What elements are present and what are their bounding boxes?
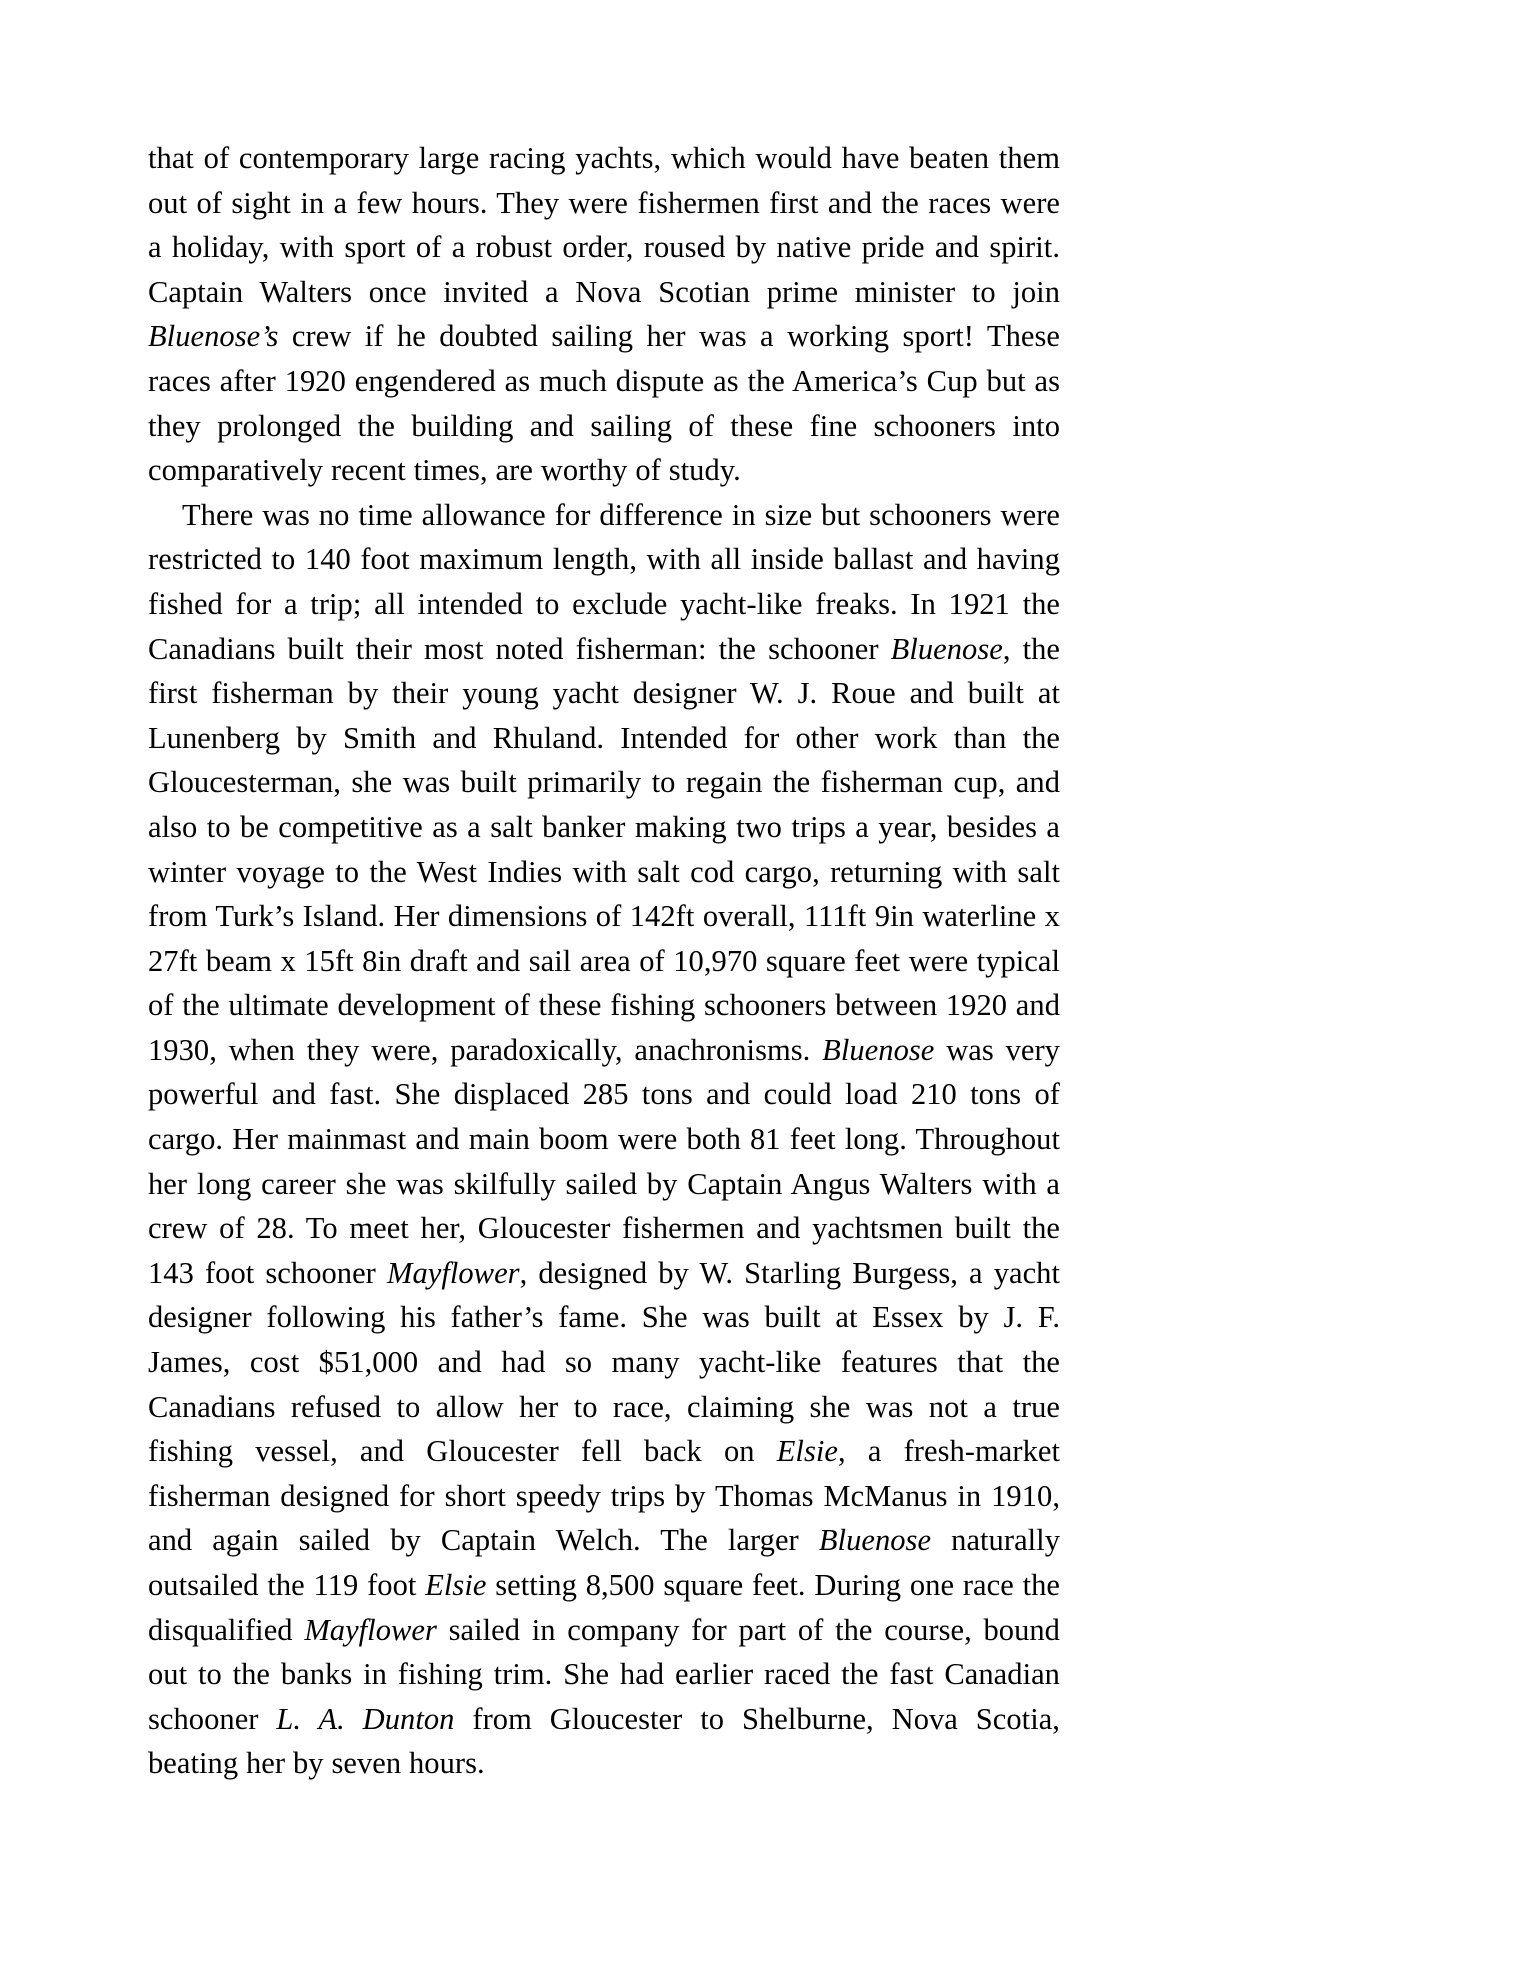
text-run: , a fresh-market fisherman designed for short speedy trips by Thomas McManus in 1910, and again sailed by Captain Welch. The larger [148, 1434, 1060, 1558]
text-run: , designed by W. Starling Burgess, a yacht designer following his father’s fame. She was built at Essex by J. F. James, cost $51,000 and had so many yacht-like features that the Canadians refused to allow her to race, claiming she was not a true fishing vessel, and Gloucester fell back on [148, 1255, 1061, 1469]
text-run: naturally outsailed the 119 foot [148, 1523, 1061, 1602]
italic-title-run: Elsie [425, 1568, 487, 1602]
italic-title-run: Elsie [776, 1434, 838, 1469]
text-run: setting 8,500 square feet. During one race the disqualified [148, 1568, 1061, 1647]
text-run: was very powerful and fast. She displaced 285 tons and could load 210 tons of cargo. Her mainmast and main boom were both 81 feet long. Throughout her long career she was skilfully sailed by Captain Angus Walters with a crew of 28. To meet her, Gloucester fishermen and yachtsmen built the 143 foot schooner [148, 1032, 1060, 1290]
text-run: There was no time allowance for difference in size but schooners were restricted to 140 foot maximum length, with all inside ballast and having fished for a trip; all intended to exclude yacht-like freaks. In 1921 the Canadians built their most noted fisherman: the schooner [148, 497, 1060, 666]
paragraph-2 [148, 493, 1060, 1786]
text-run: that of contemporary large racing yachts, which would have beaten them out of sight in a few hours. They were fishermen first and the races were a holiday, with sport of a robust order, roused by native pride and spirit. Captain Walters once invited a Nova Scotian prime minister to join [148, 141, 1060, 309]
italic-title-run: Bluenose’s [148, 319, 279, 354]
italic-title-run: L. A. Dunton [276, 1701, 455, 1736]
body-text-column [148, 136, 1060, 1786]
italic-title-run: Mayflower [304, 1612, 437, 1647]
italic-title-run: Mayflower [386, 1255, 520, 1290]
text-run: sailed in company for part of the course, bound out to the banks in fishing trim. She had earlier raced the fast Canadian schooner [148, 1612, 1060, 1736]
italic-title-run: Bluenose [818, 1523, 932, 1558]
italic-title-run: Bluenose [890, 631, 1003, 666]
text-run: , the first fisherman by their young yacht designer W. J. Roue and built at Lunenberg by Smith and Rhuland. Intended for other work than the Gloucesterman, she was built primarily to regain the fisherman cup, and also to be competitive as a salt banker making two trips a year, besides a winter voyage to the West Indies with salt cod cargo, returning with salt from Turk’s Island. Her dimensions of 142ft overall, 111ft 9in waterline x 27ft beam x 15ft 8in draft and sail area of 10,970 square feet were typical of the ultimate development of these fishing schooners between 1920 and 1930, when they were, paradoxically, anachronisms. [148, 631, 1060, 1067]
italic-title-run: Bluenose [822, 1032, 935, 1067]
text-run: from Gloucester to Shelburne, Nova Scotia, beating her by seven hours. [148, 1701, 1060, 1781]
paragraph-1 [148, 136, 1060, 493]
text-run: crew if he doubted sailing her was a working sport! These races after 1920 engendered as much dispute as the America’s Cup but as they prolonged the building and sailing of these fine schooners into comparatively recent times, are worthy of study. [148, 319, 1060, 488]
